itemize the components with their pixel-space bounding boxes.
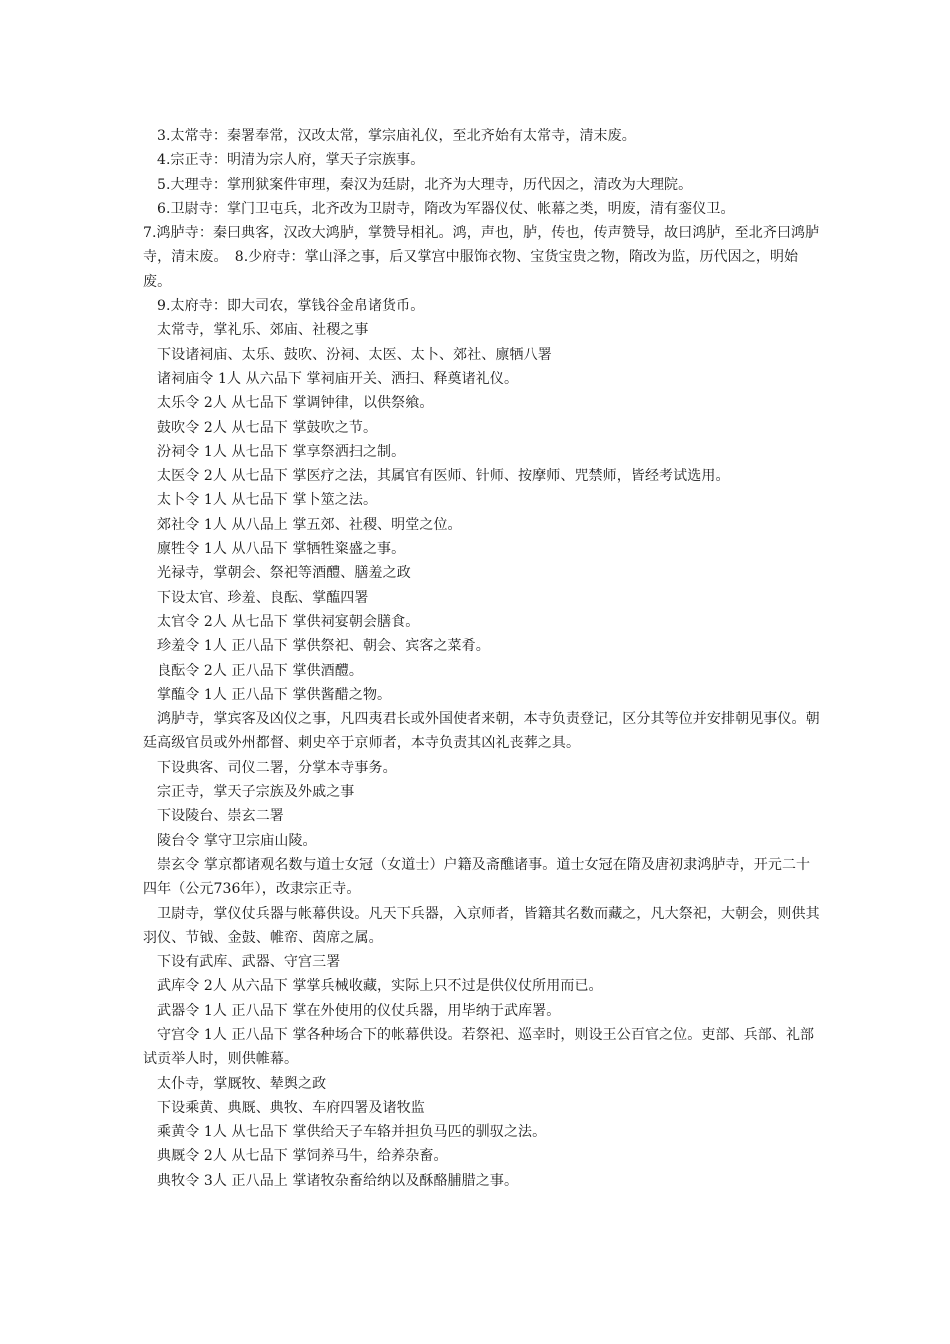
paragraph: 良酝令 2人 正八品下 掌供酒醴。 <box>157 662 363 679</box>
paragraph: 太卜令 1人 从七品下 掌卜筮之法。 <box>157 492 378 509</box>
paragraph: 宗正寺，掌天子宗族及外戚之事 <box>157 784 355 801</box>
paragraph: 下设陵台、崇玄二署 <box>157 808 284 825</box>
paragraph: 7.鸿胪寺：秦曰典客，汉改大鸿胪，掌赞导相礼。鸿，声也，胪，传也，传声赞导，故曰鸿胪，至北齐曰鸿胪寺，清末废。 8.少府寺：掌山泽之事，后又掌宫中服饰衣物、宝货宝贵之物，隋改为监，历代因之，明始废。 <box>143 225 820 290</box>
paragraph: 太乐令 2人 从七品下 掌调钟律，以供祭飨。 <box>157 395 434 412</box>
paragraph: 乘黄令 1人 从七品下 掌供给天子车辂并担负马匹的驯驭之法。 <box>157 1124 547 1141</box>
paragraph: 下设有武库、武器、守宫三署 <box>157 954 341 971</box>
paragraph: 鼓吹令 2人 从七品下 掌鼓吹之节。 <box>157 419 378 436</box>
document-body <box>143 124 823 1193</box>
paragraph: 太常寺，掌礼乐、郊庙、社稷之事 <box>157 322 369 339</box>
paragraph: 典牧令 3人 正八品上 掌诸牧杂畜给纳以及酥酪脯腊之事。 <box>157 1172 519 1189</box>
paragraph: 卫尉寺，掌仪仗兵器与帐幕供设。凡天下兵器，入京师者，皆籍其名数而藏之，凡大祭祀，大朝会，则供其羽仪、节钺、金鼓、帷帟、茵席之属。 <box>143 905 820 946</box>
paragraph: 诸祠庙令 1人 从六品下 掌祠庙开关、洒扫、释奠诸礼仪。 <box>157 370 519 387</box>
paragraph: 光禄寺，掌朝会、祭祀等酒醴、膳羞之政 <box>157 565 411 582</box>
paragraph: 武库令 2人 从六品下 掌掌兵械收藏，实际上只不过是供仪仗所用而已。 <box>157 978 603 995</box>
paragraph: 下设太官、珍羞、良酝、掌醢四署 <box>157 589 369 606</box>
paragraph: 掌醢令 1人 正八品下 掌供酱醋之物。 <box>157 686 392 703</box>
paragraph: 崇玄令 掌京都诸观名数与道士女冠（女道士）户籍及斋醮诸事。道士女冠在隋及唐初隶鸿胪寺，开元二十四年（公元736年），改隶宗正寺。 <box>143 856 811 898</box>
paragraph: 3.太常寺：秦署奉常，汉改太常，掌宗庙礼仪，至北齐始有太常寺，清末废。 <box>157 128 636 144</box>
paragraph: 9.太府寺：即大司农，掌钱谷金帛诸货币。 <box>157 298 425 315</box>
paragraph: 典厩令 2人 从七品下 掌饲养马牛，给养杂畜。 <box>157 1148 448 1165</box>
paragraph: 下设诸祠庙、太乐、鼓吹、汾祠、太医、太卜、郊社、廪牺八署 <box>157 346 552 363</box>
paragraph: 4.宗正寺：明清为宗人府，掌天子宗族事。 <box>157 152 425 169</box>
paragraph: 太医令 2人 从七品下 掌医疗之法，其属官有医师、针师、按摩师、咒禁师，皆经考试选用。 <box>157 468 730 485</box>
paragraph: 武器令 1人 正八品下 掌在外使用的仪仗兵器，用毕纳于武库署。 <box>157 1002 561 1019</box>
paragraph: 郊社令 1人 从八品上 掌五郊、社稷、明堂之位。 <box>157 516 462 533</box>
paragraph: 太官令 2人 从七品下 掌供祠宴朝会膳食。 <box>157 613 420 630</box>
paragraph: 5.大理寺：掌刑狱案件审理，秦汉为廷尉，北齐为大理寺，历代因之，清改为大理院。 <box>157 176 693 193</box>
paragraph: 下设乘黄、典厩、典牧、车府四署及诸牧监 <box>157 1099 425 1116</box>
paragraph: 廪牲令 1人 从八品下 掌牺牲粢盛之事。 <box>157 541 406 558</box>
paragraph: 珍羞令 1人 正八品下 掌供祭祀、朝会、宾客之菜肴。 <box>157 638 490 655</box>
paragraph: 6.卫尉寺：掌门卫屯兵，北齐改为卫尉寺，隋改为军器仪仗、帐幕之类，明废，清有銮仪卫。 <box>157 200 735 217</box>
paragraph: 下设典客、司仪二署，分掌本寺事务。 <box>157 759 397 776</box>
paragraph: 太仆寺，掌厩牧、辇舆之政 <box>157 1075 327 1092</box>
paragraph: 守宫令 1人 正八品下 掌各种场合下的帐幕供设。若祭祀、巡幸时，则设王公百官之位。吏部、兵部、礼部试贡举人时，则供帷幕。 <box>143 1026 815 1068</box>
paragraph: 汾祠令 1人 从七品下 掌享祭洒扫之制。 <box>157 443 406 460</box>
paragraph: 陵台令 掌守卫宗庙山陵。 <box>157 832 317 849</box>
paragraph: 鸿胪寺，掌宾客及凶仪之事，凡四夷君长或外国使者来朝，本寺负责登记，区分其等位并安排朝见事仪。朝廷高级官员或外州都督、刺史卒于京师者，本寺负责其凶礼丧葬之具。 <box>143 711 820 752</box>
